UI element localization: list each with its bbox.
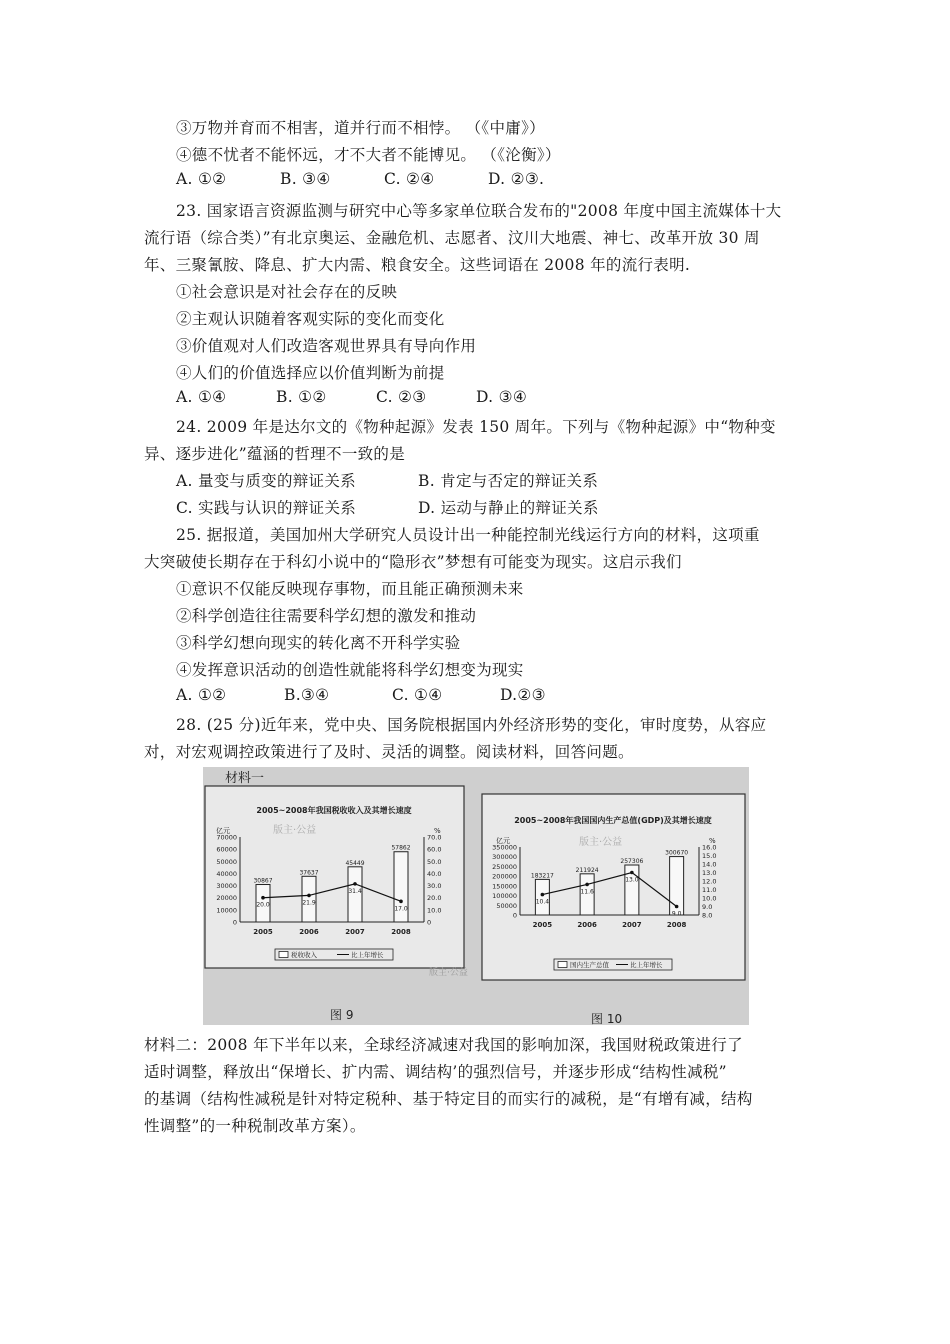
chart1-ylabel: 亿元: [216, 827, 230, 835]
chart2-growth-label: 10.4: [535, 898, 550, 906]
chart1-ytick-label: 10000: [216, 906, 237, 915]
option-line-3: ③万物并育而不相害，道并行而不相悖。 （《中庸》）: [176, 119, 545, 137]
chart1-growth-label: 17.0: [394, 905, 408, 913]
chart2-ytick-label: 350000: [492, 843, 517, 852]
chart1-xtick-label: 2005: [253, 928, 273, 936]
chart2-y2tick-label: 12.0: [702, 877, 717, 886]
chart2-xtick-label: 2005: [532, 921, 553, 929]
chart2-xtick-label: 2006: [577, 921, 597, 929]
chart1-title: 2005~2008年我国税收收入及其增长速度: [256, 806, 412, 815]
q24-option-c: C. 实践与认识的辩证关系: [176, 499, 357, 517]
chart2-growth-label: 13.0: [625, 876, 639, 884]
chart1-y2tick-label: 0: [427, 918, 432, 927]
chart2-ytick-label: 150000: [492, 882, 517, 891]
q25-option-c: C. ①④: [392, 686, 443, 704]
chart1-xtick-label: 2006: [299, 928, 319, 936]
q25-options: [176, 686, 546, 704]
chart2-ytick-label: 300000: [492, 853, 517, 862]
chart2-y2tick-label: 8.0: [702, 911, 713, 920]
chart1-growth-label: 21.9: [302, 899, 316, 907]
chart1-growth-point: [353, 882, 357, 886]
chart2-legend-bar-label: 国内生产总值: [570, 961, 609, 969]
chart1-bar-label: 45449: [345, 859, 365, 867]
material-two-line-3: 的基调（结构性减税是针对特定税种、基于特定目的而实行的减税，是“有增有减，结构: [144, 1090, 753, 1108]
fig10-caption: 图 10: [591, 1012, 623, 1025]
chart1-xtick-label: 2007: [345, 928, 365, 936]
chart2-ytick-label: 200000: [492, 872, 517, 881]
material-two-line-4: 性调整”的一种税制改革方案）。: [144, 1117, 366, 1135]
q22-options: [176, 170, 544, 188]
chart1-growth-label: 31.4: [348, 887, 362, 895]
q23-item-3: ③价值观对人们改造客观世界具有导向作用: [176, 337, 477, 355]
q23-stem-2: 流行语（综合类）”有北京奥运、金融危机、志愿者、汶川大地震、神七、改革开放 30 周: [144, 229, 760, 247]
chart2-growth-label: 11.6: [580, 888, 594, 896]
q24-option-b: B. 肯定与否定的辩证关系: [418, 472, 599, 490]
chart2-bar-label: 257306: [620, 858, 644, 866]
q23-item-4: ④人们的价值选择应以价值判断为前提: [176, 364, 445, 382]
chart2-y2tick-label: 16.0: [702, 843, 717, 852]
chart2-bar-label: 183217: [530, 872, 554, 880]
chart2-growth-label: 9.0: [671, 910, 682, 918]
q28-stem-1: 28. (25 分)近年来，党中央、国务院根据国内外经济形势的变化，审时度势，从容应: [176, 716, 767, 734]
q25-item-3: ③科学幻想向现实的转化离不开科学实验: [176, 634, 461, 652]
chart2-growth-point: [541, 893, 545, 897]
material-one-figure: [203, 767, 749, 1025]
q24-option-d: D. 运动与静止的辩证关系: [418, 499, 599, 517]
chart1-bar-label: 57862: [391, 844, 411, 852]
chart1-xtick-label: 2008: [391, 928, 411, 936]
q25-item-4: ④发挥意识活动的创造性就能将科学幻想变为现实: [176, 661, 524, 679]
q24-option-a: A. 量变与质变的辩证关系: [176, 472, 356, 490]
q24-options-ab: [176, 469, 598, 491]
q23-options: [176, 388, 527, 406]
material-one-label: 材料一: [225, 771, 265, 786]
chart1-y2tick-label: 50.0: [427, 857, 442, 866]
chart1-growth-point: [399, 900, 403, 904]
chart2-ytick-label: 100000: [492, 892, 517, 901]
chart1-bar-label: 30867: [253, 877, 273, 885]
q23-option-c: C. ②③: [376, 388, 427, 406]
q25-option-a: A. ①②: [176, 686, 227, 704]
chart2-y2tick-label: 9.0: [702, 903, 713, 911]
chart2-y2label: %: [709, 837, 716, 845]
chart2-ytick-label: 0: [512, 911, 517, 920]
chart1-y2tick-label: 40.0: [427, 869, 442, 878]
chart2-ytick-label: 250000: [492, 862, 517, 871]
q23-item-1: ①社会意识是对社会存在的反映: [176, 283, 398, 301]
q25-option-b: B.③④: [284, 686, 330, 704]
chart1-y2tick-label: 10.0: [427, 906, 442, 915]
chart1-growth-point: [307, 894, 311, 898]
chart1-y2tick-label: 30.0: [427, 882, 442, 891]
q24-options-cd: [176, 496, 599, 518]
chart1-legend-line-label: 比上年增长: [351, 951, 384, 959]
chart1-ytick-label: 60000: [216, 845, 237, 854]
q23-item-2: ②主观认识随着客观实际的变化而变化: [176, 310, 445, 328]
chart1-ytick-label: 50000: [216, 857, 237, 866]
chart2-bar: [535, 879, 549, 915]
chart1-bar-label: 37637: [299, 869, 319, 877]
q25-option-d: D.②③: [500, 686, 546, 704]
chart1-y2label: %: [434, 827, 441, 835]
chart2-y2tick-label: 15.0: [702, 852, 717, 860]
chart1-legend-bar-swatch: [279, 952, 288, 958]
q22-option-c: C. ②④: [384, 170, 435, 188]
chart1-y2tick-label: 20.0: [427, 894, 442, 903]
chart1-growth-point: [261, 896, 265, 900]
chart1-ytick-label: 40000: [216, 869, 237, 878]
chart2-ylabel: 亿元: [496, 837, 510, 845]
chart2-y2tick-label: 14.0: [702, 860, 717, 869]
q23-option-b: B. ①②: [276, 388, 327, 406]
chart1-corner-watermark: 版主·公益: [429, 968, 468, 978]
chart2-bar-label: 300670: [665, 849, 689, 857]
q23-option-d: D. ③④: [476, 388, 528, 406]
q25-item-2: ②科学创造往往需要科学幻想的激发和推动: [176, 607, 477, 625]
q25-stem-1: 25. 据报道，美国加州大学研究人员设计出一种能控制光线运行方向的材料，这项重: [176, 526, 760, 544]
chart2-y2tick-label: 13.0: [702, 869, 717, 877]
chart2-watermark: 版主·公益: [579, 837, 623, 848]
chart2-legend-bar-swatch: [558, 962, 567, 968]
material-two-line-2: 适时调整，释放出“保增长、扩内需、调结构’的强烈信号，并逐步形成“结构性减税”: [144, 1063, 727, 1081]
chart1-legend-bar-label: 税收收入: [291, 951, 317, 959]
chart2-y2tick-label: 10.0: [702, 894, 717, 903]
material-two-line-1: 材料二：2008 年下半年以来，全球经济减速对我国的影响加深，我国财税政策进行了: [144, 1036, 743, 1054]
chart2-growth-point: [585, 883, 589, 887]
q24-stem-1: 24. 2009 年是达尔文的《物种起源》发表 150 周年。下列与《物种起源》中“物种变: [176, 418, 776, 436]
chart1-y2tick-label: 60.0: [427, 845, 442, 854]
q22-option-d: D. ②③.: [488, 170, 545, 188]
q28-stem-2: 对，对宏观调控政策进行了及时、灵活的调整。阅读材料，回答问题。: [144, 743, 634, 761]
chart1-growth-label: 20.0: [256, 901, 270, 909]
chart2-legend-line-label: 比上年增长: [630, 961, 663, 969]
chart2-growth-point: [675, 905, 679, 909]
q22-option-a: A. ①②: [176, 170, 227, 188]
chart2-y2tick-label: 11.0: [702, 886, 717, 894]
chart2-xtick-label: 2007: [622, 921, 642, 929]
q24-stem-2: 异、逐步进化”蕴涵的哲理不一致的是: [144, 445, 406, 463]
q22-option-b: B. ③④: [280, 170, 331, 188]
chart2-xtick-label: 2008: [666, 921, 687, 929]
chart1-watermark: 版主·公益: [273, 825, 317, 836]
chart1-ytick-label: 70000: [216, 833, 237, 842]
q23-stem-3: 年、三聚氰胺、降息、扩大内需、粮食安全。这些词语在 2008 年的流行表明.: [144, 256, 691, 274]
chart1-ytick-label: 30000: [216, 882, 237, 891]
q23-option-a: A. ①④: [176, 388, 227, 406]
chart2-bar-label: 211924: [575, 866, 599, 874]
chart1-y2tick-label: 70.0: [427, 833, 442, 842]
q23-stem-1: 23. 国家语言资源监测与研究中心等多家单位联合发布的"2008 年度中国主流媒体十大: [176, 202, 782, 220]
chart1-ytick-label: 20000: [216, 894, 237, 903]
chart2-ytick-label: 50000: [496, 901, 517, 910]
q25-stem-2: 大突破使长期存在于科幻小说中的“隐形衣”梦想有可能变为现实。这启示我们: [144, 553, 682, 571]
chart2-title: 2005~2008年我国国内生产总值(GDP)及其增长速度: [514, 816, 712, 825]
charts-svg: [203, 767, 749, 1025]
option-line-4: ④德不忧者不能怀远，才不大者不能博见。 （《沦衡》）: [176, 146, 561, 164]
q25-item-1: ①意识不仅能反映现存事物，而且能正确预测未来: [176, 580, 524, 598]
chart2-growth-point: [630, 871, 634, 875]
chart1-ytick-label: 0: [232, 918, 237, 927]
fig9-caption: 图 9: [330, 1008, 354, 1022]
